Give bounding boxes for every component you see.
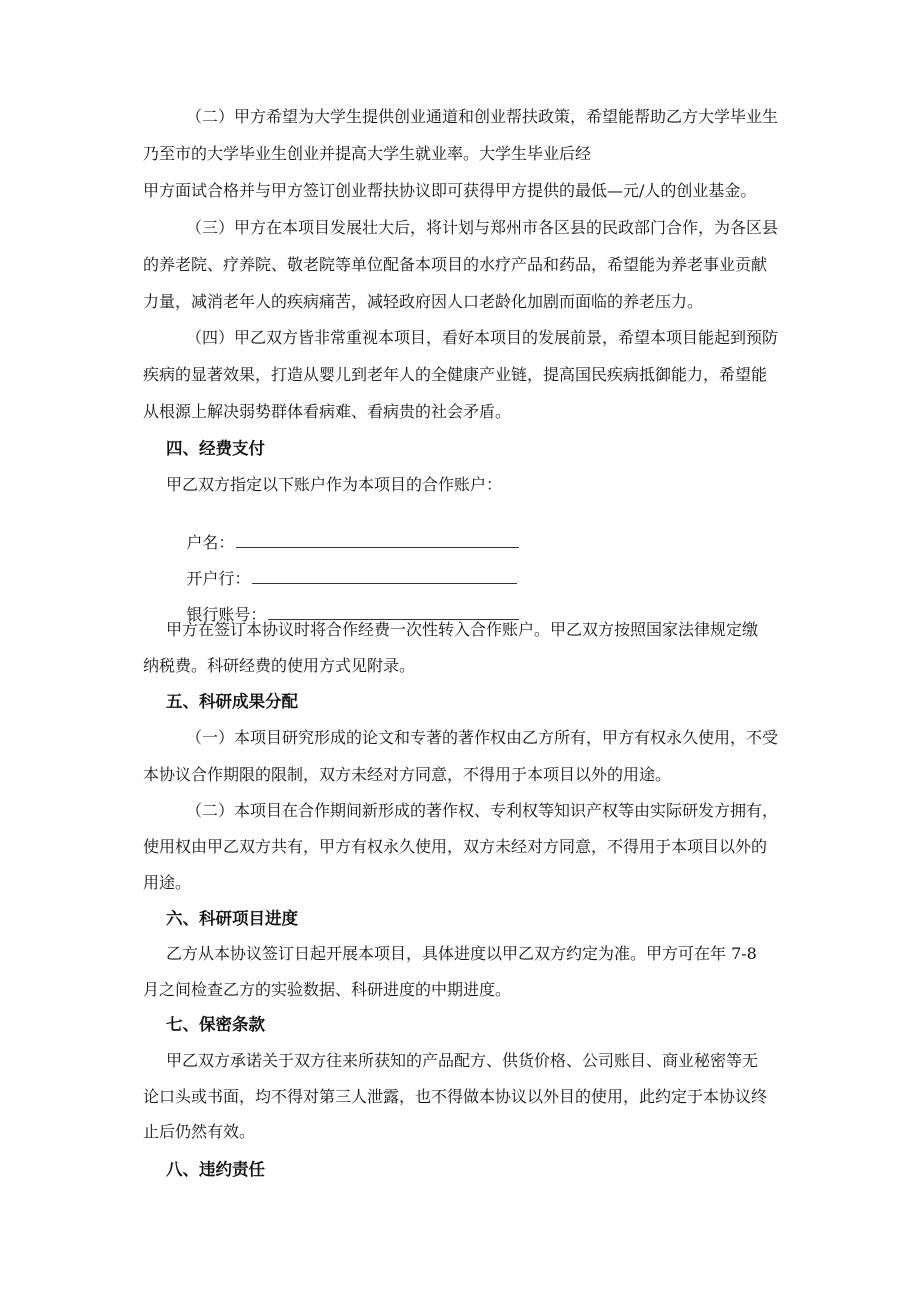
paragraph-line: （二）甲方希望为大学生提供创业通道和创业帮扶政策，希望能帮助乙方大学毕业生 xyxy=(186,107,779,126)
account-number-blank[interactable] xyxy=(268,605,519,620)
section-heading-progress: 六、科研项目进度 xyxy=(166,909,298,928)
section-heading-confidentiality: 七、保密条款 xyxy=(166,1015,265,1034)
section-heading-results: 五、科研成果分配 xyxy=(166,692,298,711)
paragraph-line: 甲方在签订本协议时将合作经费一次性转入合作账户。甲乙双方按照国家法律规定缴 xyxy=(166,620,759,639)
account-name-label: 户名： xyxy=(186,533,235,552)
paragraph-line: 甲乙双方指定以下账户作为本项目的合作账户： xyxy=(166,475,503,494)
bank-label: 开户行： xyxy=(186,569,251,588)
paragraph-line: 止后仍然有效。 xyxy=(143,1122,256,1141)
section-heading-funding: 四、经费支付 xyxy=(166,439,265,458)
paragraph-line: （三）甲方在本项目发展壮大后，将计划与郑州市各区县的民政部门合作，为各区县 xyxy=(186,218,779,237)
paragraph-line: 论口头或书面，均不得对第三人泄露，也不得做本协议以外目的使用，此约定于本协议终 xyxy=(143,1087,768,1106)
paragraph-line: 从根源上解决弱势群体看病难、看病贵的社会矛盾。 xyxy=(143,402,512,421)
paragraph-line: 月之间检查乙方的实验数据、科研进度的中期进度。 xyxy=(143,980,512,999)
paragraph-line: 力量，减消老年人的疾病痛苦，减轻政府因人口老龄化加剧而面临的养老压力。 xyxy=(143,292,704,311)
paragraph-line: 的养老院、疗养院、敬老院等单位配备本项目的水疗产品和药品，希望能为养老事业贡献 xyxy=(143,255,768,274)
paragraph-line: （二）本项目在合作期间新形成的著作权、专利权等知识产权等由实际研发方拥有， xyxy=(186,801,779,820)
account-number-label: 银行账号： xyxy=(186,605,267,624)
paragraph-line: （一）本项目研究形成的论文和专著的著作权由乙方所有，甲方有权永久使用，不受 xyxy=(186,728,779,747)
paragraph-line: 用途。 xyxy=(143,873,192,892)
paragraph-line: 甲乙双方承诺关于双方往来所获知的产品配方、供货价格、公司账目、商业秘密等无 xyxy=(166,1051,759,1070)
paragraph-line: 使用权由甲乙双方共有，甲方有权永久使用，双方未经对方同意，不得用于本项目以外的 xyxy=(143,837,768,856)
paragraph-line: 疾病的显著效果，打造从婴儿到老年人的全健康产业链，提高国民疾病抵御能力，希望能 xyxy=(143,365,768,384)
paragraph-line: 乃至市的大学毕业生创业并提高大学生就业率。大学生毕业后经 xyxy=(143,144,592,163)
paragraph-line: 乙方从本协议签订日起开展本项目，具体进度以甲乙双方约定为准。甲方可在年 7-8 xyxy=(166,944,757,963)
paragraph-line: （四）甲乙双方皆非常重视本项目，看好本项目的发展前景，希望本项目能起到预防 xyxy=(186,328,779,347)
paragraph-line: 甲方面试合格并与甲方签订创业帮扶协议即可获得甲方提供的最低—元/人的创业基金。 xyxy=(143,181,757,200)
section-heading-liability: 八、违约责任 xyxy=(166,1160,265,1179)
paragraph-line: 纳税费。科研经费的使用方式见附录。 xyxy=(143,656,416,675)
paragraph-line: 本协议合作期限的限制，双方未经对方同意，不得用于本项目以外的用途。 xyxy=(143,765,672,784)
